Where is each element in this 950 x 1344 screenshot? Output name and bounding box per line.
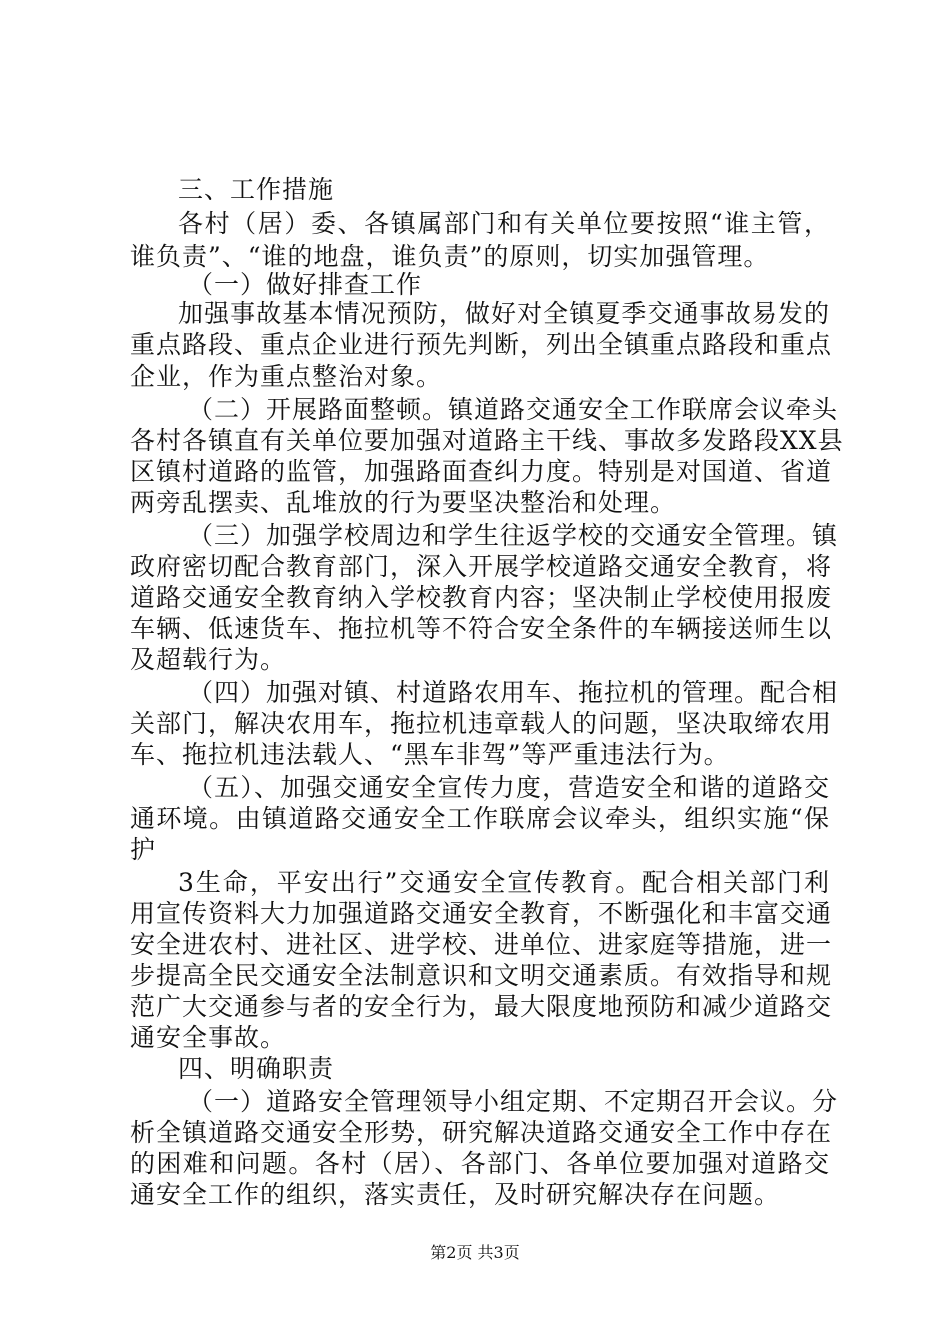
paragraph-line: 车辆、低速货车、拖拉机等不符合安全条件的车辆接送师生以	[130, 614, 833, 643]
paragraph-line: 通环境。由镇道路交通安全工作联席会议牵头，组织实施“保	[130, 804, 830, 833]
paragraph-line: 关部门，解决农用车，拖拉机违章载人的问题，坚决取缔农用	[130, 709, 833, 738]
paragraph-line: 通安全事故。	[130, 1023, 287, 1052]
paragraph-line: 谁负责”、“谁的地盘，谁负责”的原则，切实加强管理。	[130, 242, 770, 271]
paragraph-line: （三）加强学校周边和学生往返学校的交通安全管理。镇	[188, 521, 839, 550]
paragraph-line: 步提高全民交通安全法制意识和文明交通素质。有效指导和规	[130, 961, 833, 990]
paragraph-line: 两旁乱摆卖、乱堆放的行为要坚决整治和处理。	[130, 488, 677, 517]
paragraph-line: 各村各镇直有关单位要加强对道路主干线、事故多发路段XX县	[130, 426, 844, 455]
section-heading-4: 四、明确职责	[178, 1054, 335, 1083]
paragraph-line: 加强事故基本情况预防，做好对全镇夏季交通事故易发的	[178, 299, 830, 328]
paragraph-line: （四）加强对镇、村道路农用车、拖拉机的管理。配合相	[188, 678, 839, 707]
paragraph-line: 通安全工作的组织，落实责任，及时研究解决存在问题。	[130, 1180, 781, 1209]
paragraph-line: 区镇村道路的监管，加强路面查纠力度。特别是对国道、省道	[130, 457, 833, 486]
paragraph-line: 及超载行为。	[130, 645, 287, 674]
paragraph-line: 护	[130, 835, 157, 864]
paragraph-line: （五）、加强交通安全宣传力度，营造安全和谐的道路交	[188, 773, 830, 802]
section-heading-3: 三、工作措施	[178, 175, 335, 204]
subheading-1: （一）做好排查工作	[188, 270, 423, 299]
paragraph-line: 析全镇道路交通安全形势，研究解决道路交通安全工作中存在	[130, 1118, 833, 1147]
paragraph-line: 重点路段、重点企业进行预先判断，列出全镇重点路段和重点	[130, 330, 833, 359]
paragraph-line: 各村（居）委、各镇属部门和有关单位要按照“谁主管，	[178, 209, 830, 238]
paragraph-line: 道路交通安全教育纳入学校教育内容；坚决制止学校使用报废	[130, 583, 833, 612]
paragraph-line: 企业，作为重点整治对象。	[130, 362, 443, 391]
paragraph-line: 3生命，平安出行”交通安全宣传教育。配合相关部门利	[178, 868, 830, 897]
paragraph-line: 用宣传资料大力加强道路交通安全教育，不断强化和丰富交通	[130, 899, 833, 928]
paragraph-line: 政府密切配合教育部门，深入开展学校道路交通安全教育，将	[130, 552, 833, 581]
paragraph-line: 安全进农村、进社区、进学校、进单位、进家庭等措施，进一	[130, 930, 833, 959]
paragraph-line: （二）开展路面整顿。镇道路交通安全工作联席会议牵头	[188, 395, 839, 424]
paragraph-line: 范广大交通参与者的安全行为，最大限度地预防和减少道路交	[130, 992, 833, 1021]
paragraph-line: 车、拖拉机违法载人、“黑车非驾”等严重违法行为。	[130, 740, 730, 769]
page-footer: 第2页 共3页	[430, 1243, 520, 1262]
paragraph-line: （一）道路安全管理领导小组定期、不定期召开会议。分	[188, 1087, 839, 1116]
paragraph-line: 的困难和问题。各村（居）、各部门、各单位要加强对道路交	[130, 1149, 830, 1178]
